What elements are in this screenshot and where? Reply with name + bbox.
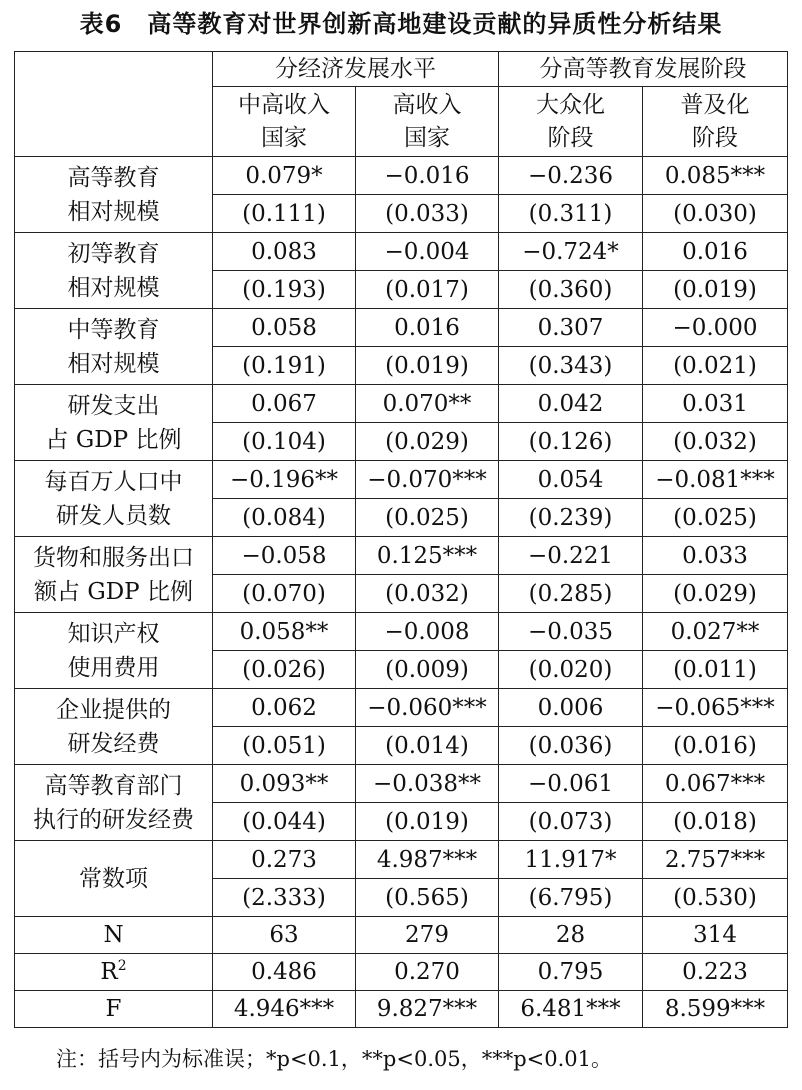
- std-error-cell: (0.026): [213, 651, 356, 689]
- coefficient-cell: −0.016: [356, 157, 499, 195]
- coefficient-cell: 11.917*: [499, 841, 643, 879]
- std-error-cell: (0.036): [499, 727, 643, 765]
- coefficient-cell: −0.236: [499, 157, 643, 195]
- std-error-cell: (0.032): [356, 575, 499, 613]
- row-label-line: 高等教育: [67, 164, 160, 191]
- row-label-line: 相对规模: [67, 350, 160, 377]
- table-row: [15, 613, 788, 651]
- std-error-cell: (0.019): [643, 271, 788, 309]
- table-row: [15, 309, 788, 347]
- row-label-line: 研发人员数: [56, 502, 171, 529]
- std-error-cell: (0.025): [356, 499, 499, 537]
- coefficient-cell: 0.054: [499, 461, 643, 499]
- header-col-mass-stage: [499, 87, 643, 157]
- table-note: 注：括号内为标准误；*p<0.1，**p<0.05，***p<0.01。: [56, 1047, 613, 1071]
- std-error-cell: (0.285): [499, 575, 643, 613]
- table-row: [15, 537, 788, 575]
- coefficient-cell: 0.093**: [213, 765, 356, 803]
- std-error-cell: (0.051): [213, 727, 356, 765]
- stats-row: [15, 991, 788, 1028]
- row-label: [15, 537, 213, 613]
- coefficient-cell: 0.307: [499, 309, 643, 347]
- std-error-cell: (0.021): [643, 347, 788, 385]
- header-col-line: 大众化: [536, 91, 605, 118]
- header-col-line: 高收入: [392, 91, 462, 118]
- row-label: [15, 689, 213, 765]
- coefficient-cell: 0.006: [499, 689, 643, 727]
- header-col-line: 阶段: [692, 124, 738, 151]
- std-error-cell: (0.016): [643, 727, 788, 765]
- stat-label-text: N: [103, 922, 124, 948]
- coefficient-cell: 0.070**: [356, 385, 499, 423]
- stat-value-cell: 63: [213, 917, 356, 954]
- row-label: [15, 613, 213, 689]
- std-error-cell: (0.104): [213, 423, 356, 461]
- coefficient-cell: 0.058: [213, 309, 356, 347]
- coefficient-cell: 2.757***: [643, 841, 788, 879]
- stat-label: [15, 954, 213, 991]
- coefficient-cell: −0.061: [499, 765, 643, 803]
- stat-value-cell: 0.270: [356, 954, 499, 991]
- stat-value-cell: 4.946***: [213, 991, 356, 1028]
- row-label-line: 相对规模: [67, 274, 160, 301]
- stat-value-cell: 314: [643, 917, 788, 954]
- stat-value-cell: 9.827***: [356, 991, 499, 1028]
- coefficient-cell: −0.008: [356, 613, 499, 651]
- std-error-cell: (0.360): [499, 271, 643, 309]
- std-error-cell: (0.070): [213, 575, 356, 613]
- coefficient-cell: 0.083: [213, 233, 356, 271]
- std-error-cell: (0.032): [643, 423, 788, 461]
- std-error-cell: (0.030): [643, 195, 788, 233]
- table-row: [15, 689, 788, 727]
- coefficient-cell: 0.058**: [213, 613, 356, 651]
- coefficient-cell: 0.067***: [643, 765, 788, 803]
- stat-value-cell: 28: [499, 917, 643, 954]
- row-label-line: 企业提供的: [56, 696, 171, 723]
- row-label-line: 每百万人口中: [44, 468, 183, 495]
- std-error-cell: (0.044): [213, 803, 356, 841]
- header-col-upper-middle-income: [213, 87, 356, 157]
- row-label-line: 额占 GDP 比例: [34, 578, 193, 605]
- std-error-cell: (0.011): [643, 651, 788, 689]
- header-row-groups: [15, 52, 788, 87]
- row-label-line: 高等教育部门: [44, 772, 183, 799]
- stat-label-superscript: 2: [117, 958, 127, 974]
- row-label-line: 占 GDP 比例: [45, 426, 182, 453]
- std-error-cell: (0.033): [356, 195, 499, 233]
- coefficient-cell: −0.038**: [356, 765, 499, 803]
- std-error-cell: (6.795): [499, 879, 643, 917]
- std-error-cell: (0.014): [356, 727, 499, 765]
- row-label-line: 执行的研发经费: [33, 806, 194, 833]
- stat-label-text: F: [105, 996, 122, 1022]
- row-label: [15, 841, 213, 917]
- coefficient-cell: 4.987***: [356, 841, 499, 879]
- row-label: [15, 233, 213, 309]
- std-error-cell: (0.084): [213, 499, 356, 537]
- std-error-cell: (0.025): [643, 499, 788, 537]
- results-table-body: [15, 52, 788, 1028]
- std-error-cell: (0.191): [213, 347, 356, 385]
- stats-row: [15, 954, 788, 991]
- header-col-line: 阶段: [547, 124, 594, 151]
- header-col-line: 普及化: [680, 91, 750, 118]
- std-error-cell: (0.193): [213, 271, 356, 309]
- header-group-economic: 分经济发展水平: [213, 52, 499, 87]
- row-label-line: 知识产权: [67, 620, 160, 647]
- coefficient-cell: 0.062: [213, 689, 356, 727]
- coefficient-cell: −0.081***: [643, 461, 788, 499]
- header-col-universal-stage: [643, 87, 788, 157]
- coefficient-cell: −0.000: [643, 309, 788, 347]
- header-group-education-stage: 分高等教育发展阶段: [499, 52, 788, 87]
- coefficient-cell: 0.079*: [213, 157, 356, 195]
- stat-value-cell: 6.481***: [499, 991, 643, 1028]
- std-error-cell: (0.017): [356, 271, 499, 309]
- header-col-line: 国家: [261, 124, 307, 151]
- table-row: [15, 841, 788, 879]
- header-col-line: 中高收入: [238, 91, 330, 118]
- std-error-cell: (0.126): [499, 423, 643, 461]
- row-label: [15, 765, 213, 841]
- table-row: [15, 157, 788, 195]
- std-error-cell: (0.343): [499, 347, 643, 385]
- header-corner-cell: [15, 52, 213, 157]
- row-label-line: 研发经费: [67, 730, 160, 757]
- std-error-cell: (0.073): [499, 803, 643, 841]
- results-table: [14, 51, 788, 1028]
- stat-label: [15, 917, 213, 954]
- table-row: [15, 461, 788, 499]
- row-label-line: 常数项: [79, 865, 148, 892]
- coefficient-cell: −0.221: [499, 537, 643, 575]
- coefficient-cell: −0.058: [213, 537, 356, 575]
- coefficient-cell: 0.067: [213, 385, 356, 423]
- coefficient-cell: −0.060***: [356, 689, 499, 727]
- std-error-cell: (0.018): [643, 803, 788, 841]
- std-error-cell: (0.019): [356, 803, 499, 841]
- stats-row: [15, 917, 788, 954]
- stat-label-text: R: [100, 959, 118, 985]
- coefficient-cell: 0.016: [643, 233, 788, 271]
- row-label: [15, 461, 213, 537]
- coefficient-cell: 0.125***: [356, 537, 499, 575]
- std-error-cell: (0.530): [643, 879, 788, 917]
- coefficient-cell: −0.065***: [643, 689, 788, 727]
- std-error-cell: (0.020): [499, 651, 643, 689]
- row-label: [15, 157, 213, 233]
- row-label-line: 中等教育: [67, 316, 160, 343]
- coefficient-cell: −0.035: [499, 613, 643, 651]
- coefficient-cell: −0.196**: [213, 461, 356, 499]
- std-error-cell: (0.239): [499, 499, 643, 537]
- coefficient-cell: 0.085***: [643, 157, 788, 195]
- row-label: [15, 309, 213, 385]
- row-label: [15, 385, 213, 461]
- stat-value-cell: 0.223: [643, 954, 788, 991]
- coefficient-cell: 0.031: [643, 385, 788, 423]
- stat-value-cell: 0.795: [499, 954, 643, 991]
- std-error-cell: (0.311): [499, 195, 643, 233]
- stat-value-cell: 8.599***: [643, 991, 788, 1028]
- row-label-line: 相对规模: [67, 198, 160, 225]
- row-label-line: 研发支出: [67, 392, 160, 419]
- std-error-cell: (0.111): [213, 195, 356, 233]
- coefficient-cell: 0.273: [213, 841, 356, 879]
- row-label-line: 初等教育: [67, 240, 160, 267]
- stat-value-cell: 279: [356, 917, 499, 954]
- std-error-cell: (0.029): [643, 575, 788, 613]
- coefficient-cell: −0.070***: [356, 461, 499, 499]
- row-label-line: 使用费用: [67, 654, 160, 681]
- row-label-line: 货物和服务出口: [33, 544, 194, 571]
- table-row: [15, 765, 788, 803]
- std-error-cell: (2.333): [213, 879, 356, 917]
- table-row: [15, 233, 788, 271]
- coefficient-cell: 0.033: [643, 537, 788, 575]
- stat-label: [15, 991, 213, 1028]
- std-error-cell: (0.029): [356, 423, 499, 461]
- std-error-cell: (0.019): [356, 347, 499, 385]
- stat-value-cell: 0.486: [213, 954, 356, 991]
- table-title: 表6 高等教育对世界创新高地建设贡献的异质性分析结果: [79, 10, 723, 38]
- std-error-cell: (0.009): [356, 651, 499, 689]
- coefficient-cell: 0.016: [356, 309, 499, 347]
- table-row: [15, 385, 788, 423]
- header-col-line: 国家: [404, 124, 450, 151]
- coefficient-cell: −0.004: [356, 233, 499, 271]
- coefficient-cell: 0.027**: [643, 613, 788, 651]
- std-error-cell: (0.565): [356, 879, 499, 917]
- coefficient-cell: −0.724*: [499, 233, 643, 271]
- coefficient-cell: 0.042: [499, 385, 643, 423]
- header-col-high-income: [356, 87, 499, 157]
